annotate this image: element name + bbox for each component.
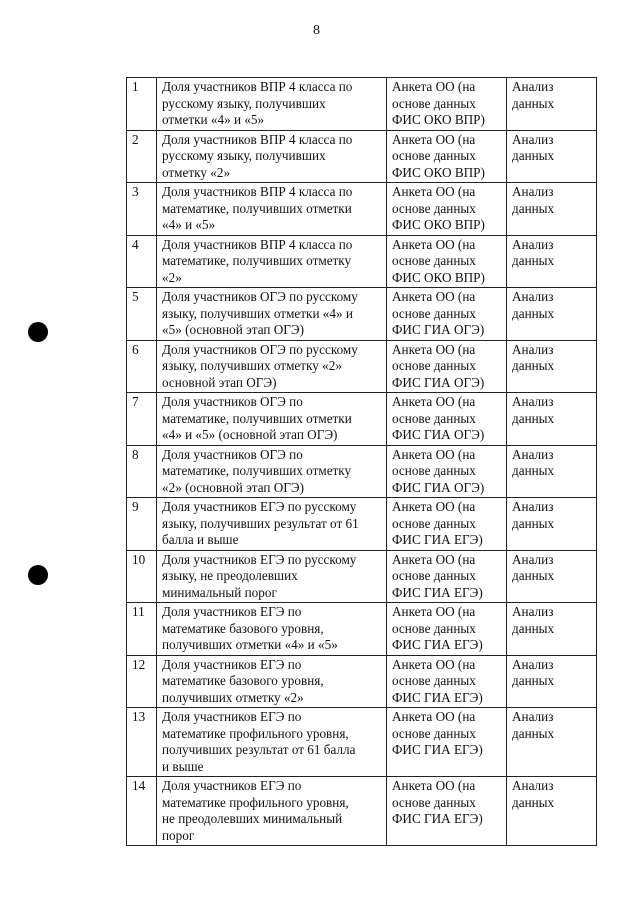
indicator-cell-line: Доля участников ВПР 4 класса по [162, 79, 353, 94]
source-cell-line: Анкета ОО (на [392, 79, 476, 94]
source-cell [387, 550, 507, 603]
source-cell-line: Анкета ОО (на [392, 604, 476, 619]
indicator-cell [157, 183, 387, 236]
table-row [127, 603, 597, 656]
table-row [127, 445, 597, 498]
indicator-cell-line: не преодолевших минимальный [162, 811, 343, 826]
source-cell [387, 445, 507, 498]
source-cell [387, 777, 507, 846]
source-cell [387, 340, 507, 393]
row-number-cell: 4 [127, 235, 157, 288]
source-cell-line: ФИС ГИА ЕГЭ) [392, 689, 483, 705]
indicator-cell-line: языку, не преодолевших [162, 568, 298, 583]
row-number-cell: 9 [127, 498, 157, 551]
source-cell-line: Анкета ОО (на [392, 551, 476, 567]
indicator-cell-line: математике, получивших отметки [162, 200, 352, 216]
indicator-cell-line: Доля участников ОГЭ по русскому [162, 289, 358, 304]
indicator-cell-line: русскому языку, получивших [162, 148, 326, 163]
indicator-cell-line: отметки «4» и «5» [162, 112, 265, 127]
indicator-cell-line: Доля участников ЕГЭ по [162, 709, 302, 724]
indicator-cell-line: математике профильного уровня, [162, 725, 349, 741]
usage-cell-line: Анализ [512, 341, 554, 357]
usage-cell [507, 288, 597, 341]
indicator-cell-line: получивших отметку «2» [162, 689, 304, 705]
indicator-cell-line: «4» и «5» [162, 217, 216, 232]
usage-cell-line: Анализ [512, 656, 554, 672]
indicator-cell-line: «2» (основной этап ОГЭ) [162, 479, 304, 495]
usage-cell [507, 183, 597, 236]
source-cell [387, 393, 507, 446]
usage-cell-line: Анализ [512, 236, 554, 252]
table-row [127, 340, 597, 393]
page-number: 8 [313, 23, 320, 38]
usage-cell-line: Анализ [512, 604, 554, 619]
source-cell [387, 78, 507, 131]
usage-cell [507, 498, 597, 551]
indicator-cell-line: языку, получивших отметку «2» [162, 358, 342, 373]
indicator-cell-line: Доля участников ЕГЭ по [162, 604, 302, 619]
usage-cell-line: данных [512, 148, 555, 163]
usage-cell-line: данных [512, 673, 555, 688]
table-body [127, 78, 597, 846]
source-cell-line: основе данных [392, 95, 476, 111]
usage-cell [507, 777, 597, 846]
row-number-cell: 6 [127, 340, 157, 393]
row-number-cell: 14 [127, 777, 157, 846]
row-number-cell: 7 [127, 393, 157, 446]
usage-cell-line: данных [512, 358, 555, 373]
indicator-cell-line: основной этап ОГЭ) [162, 374, 277, 390]
punch-hole [28, 565, 48, 585]
indicator-cell-line: языку, получивших результат от 61 [162, 515, 359, 531]
usage-cell-line: данных [512, 794, 555, 810]
row-number-cell: 12 [127, 655, 157, 708]
source-cell-line: основе данных [392, 410, 476, 426]
indicator-cell-line: «5» (основной этап ОГЭ) [162, 322, 304, 337]
usage-cell [507, 445, 597, 498]
indicator-cell-line: математике базового уровня, [162, 620, 324, 636]
indicator-cell-line: Доля участников ЕГЭ по [162, 656, 302, 672]
indicator-cell [157, 498, 387, 551]
indicator-cell-line: получивших результат от 61 балла [162, 742, 356, 757]
source-cell-line: основе данных [392, 148, 476, 163]
usage-cell-line: Анализ [512, 394, 554, 409]
indicator-cell-line: порог [162, 827, 195, 843]
usage-cell-line: Анализ [512, 499, 554, 514]
source-cell-line: Анкета ОО (на [392, 341, 476, 357]
usage-cell-line: Анализ [512, 709, 554, 724]
usage-cell-line: Анализ [512, 778, 554, 793]
indicator-cell [157, 655, 387, 708]
source-cell-line: ФИС ГИА ЕГЭ) [392, 742, 483, 757]
usage-cell [507, 78, 597, 131]
usage-cell-line: данных [512, 253, 555, 268]
usage-cell [507, 393, 597, 446]
row-number-cell: 10 [127, 550, 157, 603]
indicator-cell [157, 340, 387, 393]
source-cell-line: Анкета ОО (на [392, 184, 476, 199]
row-number-cell: 8 [127, 445, 157, 498]
indicator-cell-line: математике, получивших отметку [162, 253, 352, 268]
source-cell-line: Анкета ОО (на [392, 778, 476, 793]
indicator-cell-line: Доля участников ВПР 4 класса по [162, 184, 353, 199]
usage-cell-line: Анализ [512, 446, 554, 462]
usage-cell-line: данных [512, 725, 555, 741]
indicator-table [126, 77, 597, 846]
source-cell [387, 130, 507, 183]
table-row [127, 708, 597, 777]
row-number-cell: 11 [127, 603, 157, 656]
usage-cell-line: данных [512, 620, 555, 636]
indicator-cell-line: математике профильного уровня, [162, 794, 349, 810]
usage-cell [507, 603, 597, 656]
indicator-cell-line: русскому языку, получивших [162, 95, 326, 111]
usage-cell [507, 655, 597, 708]
indicator-cell [157, 130, 387, 183]
usage-cell-line: Анализ [512, 184, 554, 199]
indicator-cell-line: математике, получивших отметку [162, 463, 352, 478]
source-cell-line: основе данных [392, 725, 476, 741]
usage-cell-line: данных [512, 410, 555, 426]
indicator-cell-line: Доля участников ВПР 4 класса по [162, 131, 353, 147]
table-row [127, 183, 597, 236]
source-cell-line: Анкета ОО (на [392, 289, 476, 304]
source-cell-line: основе данных [392, 568, 476, 583]
source-cell-line: ФИС ОКО ВПР) [392, 164, 485, 180]
source-cell-line: ФИС ГИА ОГЭ) [392, 479, 485, 495]
source-cell-line: ФИС ГИА ЕГЭ) [392, 584, 483, 600]
usage-cell [507, 235, 597, 288]
source-cell-line: основе данных [392, 794, 476, 810]
table-row [127, 235, 597, 288]
indicator-cell-line: Доля участников ОГЭ по [162, 394, 303, 409]
source-cell-line: Анкета ОО (на [392, 236, 476, 252]
source-cell-line: ФИС ГИА ЕГЭ) [392, 637, 483, 652]
source-cell [387, 708, 507, 777]
source-cell [387, 603, 507, 656]
source-cell-line: Анкета ОО (на [392, 446, 476, 462]
indicator-cell-line: отметку «2» [162, 164, 231, 180]
indicator-cell-line: математике, получивших отметки [162, 410, 352, 426]
table-row [127, 655, 597, 708]
indicator-cell [157, 777, 387, 846]
source-cell [387, 288, 507, 341]
source-cell-line: Анкета ОО (на [392, 656, 476, 672]
indicator-cell-line: и выше [162, 758, 204, 774]
source-cell-line: ФИС ГИА ОГЭ) [392, 427, 485, 442]
source-cell-line: ФИС ГИА ОГЭ) [392, 374, 485, 390]
row-number-cell: 5 [127, 288, 157, 341]
indicator-cell-line: Доля участников ВПР 4 класса по [162, 236, 353, 252]
source-cell [387, 655, 507, 708]
usage-cell [507, 550, 597, 603]
indicator-cell [157, 603, 387, 656]
source-cell-line: основе данных [392, 620, 476, 636]
punch-hole [28, 322, 48, 342]
table-row [127, 550, 597, 603]
usage-cell-line: Анализ [512, 79, 554, 94]
indicator-cell-line: «2» [162, 269, 182, 285]
indicator-cell-line: Доля участников ОГЭ по русскому [162, 341, 358, 357]
source-cell-line: основе данных [392, 253, 476, 268]
usage-cell [507, 340, 597, 393]
usage-cell-line: данных [512, 463, 555, 478]
indicator-cell [157, 445, 387, 498]
indicator-cell-line: языку, получивших отметки «4» и [162, 305, 353, 321]
usage-cell-line: данных [512, 95, 555, 111]
source-cell-line: основе данных [392, 358, 476, 373]
usage-cell-line: Анализ [512, 289, 554, 304]
source-cell-line: основе данных [392, 463, 476, 478]
source-cell-line: ФИС ОКО ВПР) [392, 269, 485, 285]
source-cell-line: Анкета ОО (на [392, 131, 476, 147]
row-number-cell: 13 [127, 708, 157, 777]
source-cell-line: ФИС ГИА ЕГЭ) [392, 811, 483, 826]
indicator-cell-line: Доля участников ЕГЭ по [162, 778, 302, 793]
row-number-cell: 1 [127, 78, 157, 131]
indicator-cell-line: получивших отметки «4» и «5» [162, 637, 338, 652]
indicator-cell [157, 708, 387, 777]
table-row [127, 777, 597, 846]
source-cell-line: Анкета ОО (на [392, 394, 476, 409]
table-row [127, 288, 597, 341]
table-row [127, 78, 597, 131]
indicator-cell-line: Доля участников ЕГЭ по русскому [162, 499, 357, 514]
source-cell-line: основе данных [392, 200, 476, 216]
indicator-cell [157, 78, 387, 131]
source-cell-line: ФИС ОКО ВПР) [392, 112, 485, 127]
indicator-cell-line: минимальный порог [162, 584, 277, 600]
indicator-cell [157, 288, 387, 341]
row-number-cell: 2 [127, 130, 157, 183]
indicator-cell-line: Доля участников ОГЭ по [162, 446, 303, 462]
source-cell-line: ФИС ГИА ЕГЭ) [392, 532, 483, 547]
indicator-cell-line: Доля участников ЕГЭ по русскому [162, 551, 357, 567]
table-row [127, 130, 597, 183]
source-cell-line: Анкета ОО (на [392, 499, 476, 514]
source-cell [387, 235, 507, 288]
indicator-cell-line: математике базового уровня, [162, 673, 324, 688]
indicator-cell-line: балла и выше [162, 532, 239, 547]
usage-cell-line: Анализ [512, 551, 554, 567]
source-cell-line: основе данных [392, 515, 476, 531]
usage-cell-line: данных [512, 305, 555, 321]
usage-cell [507, 130, 597, 183]
usage-cell-line: данных [512, 568, 555, 583]
source-cell [387, 498, 507, 551]
table-row [127, 393, 597, 446]
usage-cell-line: Анализ [512, 131, 554, 147]
indicator-cell [157, 393, 387, 446]
indicator-cell-line: «4» и «5» (основной этап ОГЭ) [162, 427, 338, 442]
usage-cell-line: данных [512, 200, 555, 216]
source-cell-line: основе данных [392, 305, 476, 321]
usage-cell [507, 708, 597, 777]
source-cell-line: ФИС ОКО ВПР) [392, 217, 485, 232]
row-number-cell: 3 [127, 183, 157, 236]
indicator-cell [157, 235, 387, 288]
source-cell [387, 183, 507, 236]
source-cell-line: основе данных [392, 673, 476, 688]
source-cell-line: Анкета ОО (на [392, 709, 476, 724]
usage-cell-line: данных [512, 515, 555, 531]
source-cell-line: ФИС ГИА ОГЭ) [392, 322, 485, 337]
indicator-cell [157, 550, 387, 603]
table-row [127, 498, 597, 551]
